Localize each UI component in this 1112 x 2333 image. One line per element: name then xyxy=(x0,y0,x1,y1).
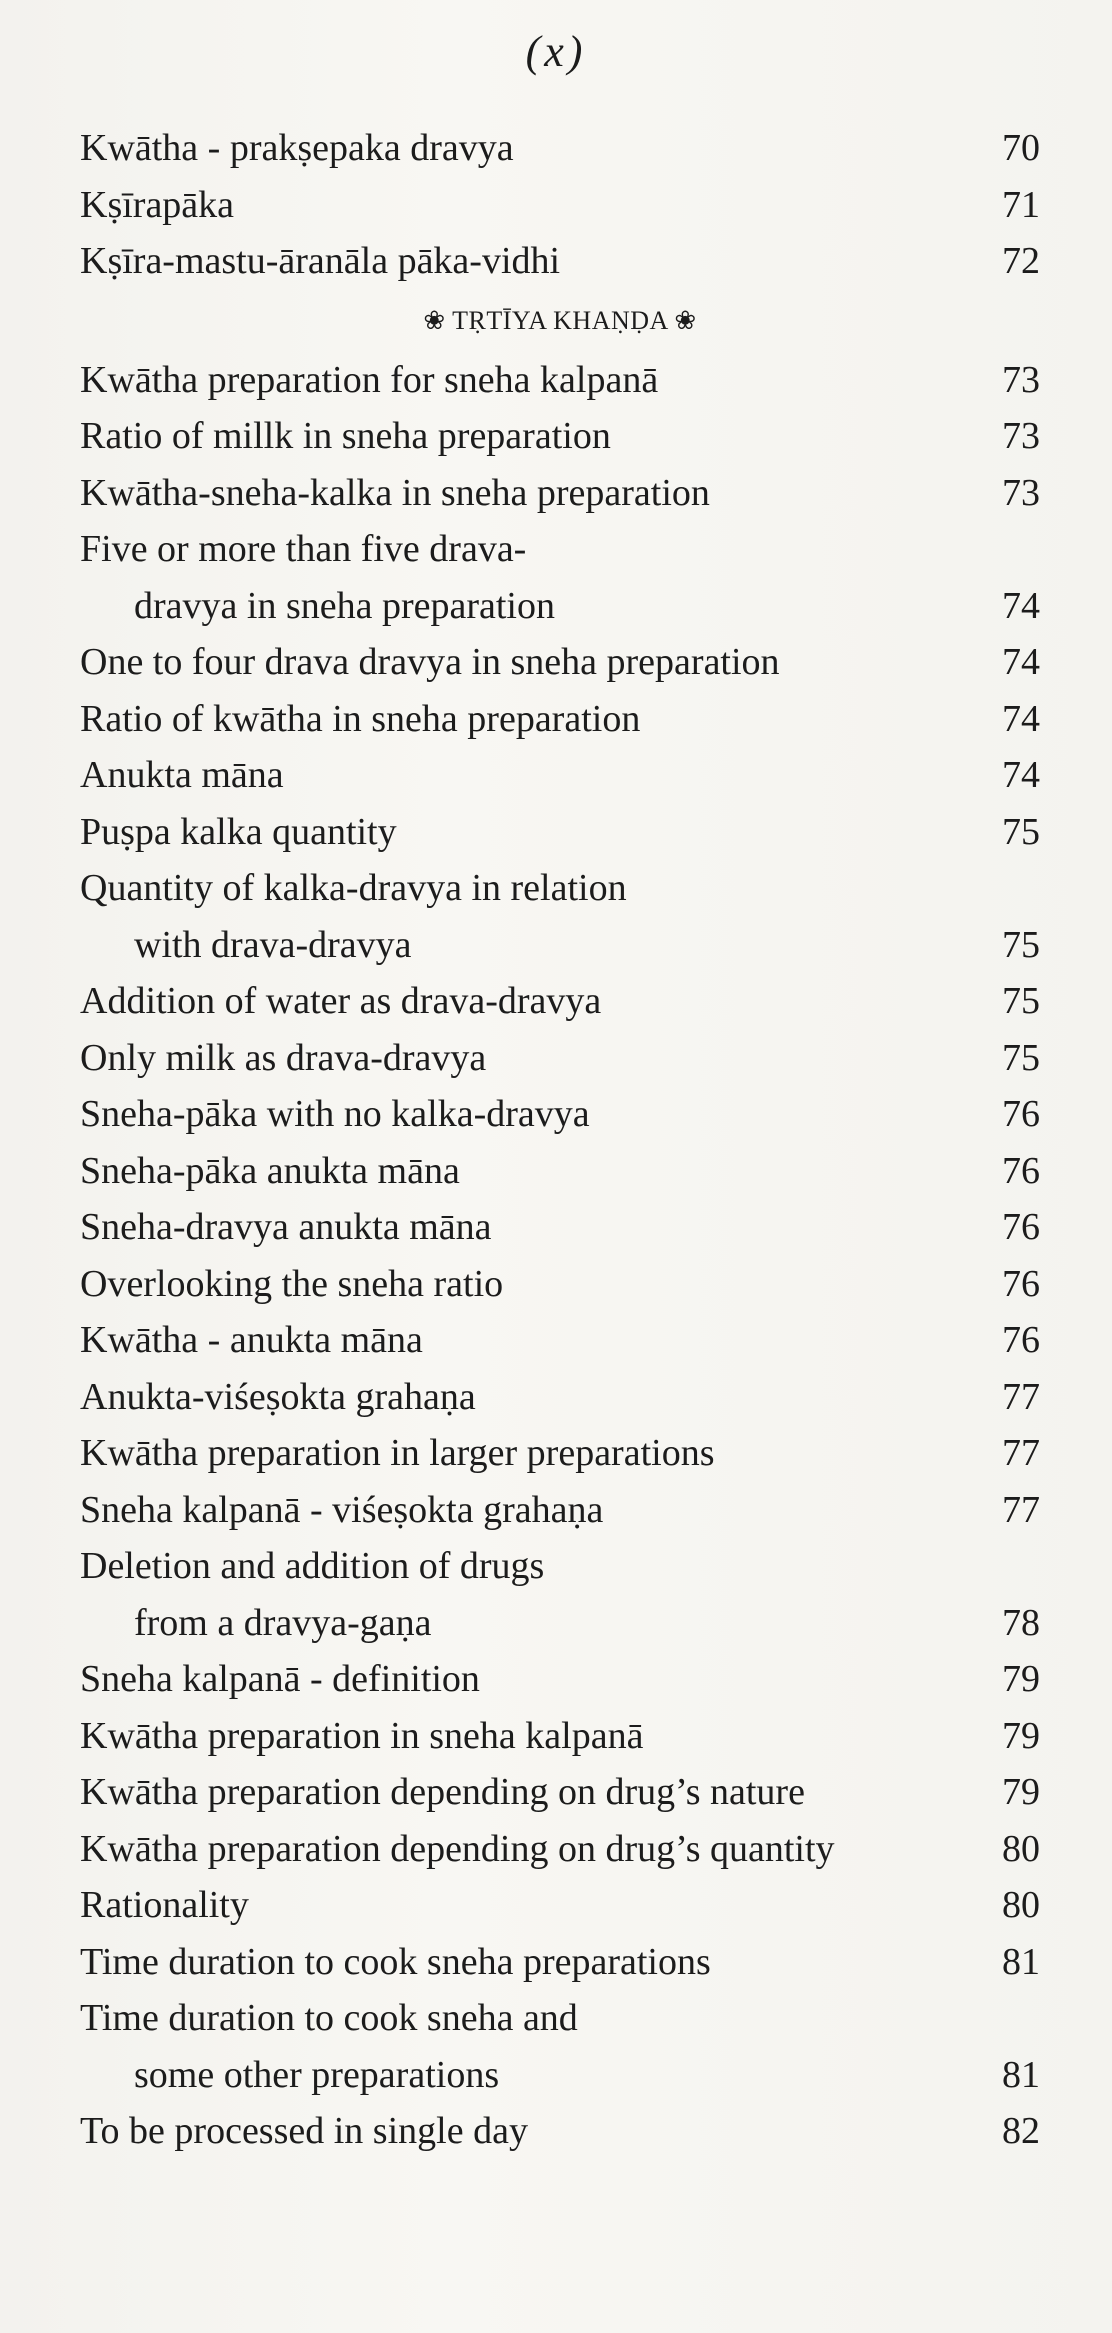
toc-entry xyxy=(80,177,1040,234)
toc-entry-page: 75 xyxy=(1002,810,1040,853)
toc-entry-title: Sneha kalpanā - viśeṣokta grahaṇa xyxy=(80,1488,604,1531)
toc-entry-title: Kwātha-sneha-kalka in sneha preparation xyxy=(80,471,710,514)
toc-entry-page: 80 xyxy=(1002,1827,1040,1870)
toc-entry-title: Kwātha preparation for sneha kalpanā xyxy=(80,358,659,401)
toc-entry-page: 76 xyxy=(1002,1206,1040,1248)
toc-entry-page: 76 xyxy=(1002,1319,1040,1361)
toc-entry-title: Five or more than five drava- xyxy=(80,528,527,570)
toc-entry xyxy=(80,1369,1040,1426)
toc-entry xyxy=(80,2103,1040,2160)
toc-entry xyxy=(80,1990,1040,2047)
section-heading-text: TṚTĪYA KHAṆḌA xyxy=(452,305,668,335)
toc-entry-page: 73 xyxy=(1002,471,1040,514)
toc-entry-page: 70 xyxy=(1002,127,1040,169)
toc-entry xyxy=(80,1934,1040,1991)
toc-entry-title: Puṣpa kalka quantity xyxy=(80,810,397,853)
toc-entry xyxy=(80,1256,1040,1313)
toc-entry-page: 74 xyxy=(1002,697,1040,740)
toc-entry xyxy=(80,408,1040,465)
toc-entry-page: 73 xyxy=(1002,358,1040,401)
toc-entry xyxy=(80,1877,1040,1934)
toc-entry-page: 77 xyxy=(1002,1432,1040,1474)
toc-entry xyxy=(80,1482,1040,1539)
toc-entry-title: Rationality xyxy=(80,1884,249,1926)
toc-entry-title: from a dravya-gaṇa xyxy=(134,1601,432,1644)
toc-entry-title: One to four drava dravya in sneha preparation xyxy=(80,641,780,683)
toc-entry-page: 81 xyxy=(1002,1940,1040,1983)
toc-entry xyxy=(80,120,1040,177)
toc-entry-title: Kwātha preparation depending on drug’s nature xyxy=(80,1771,805,1813)
toc-entry-title: with drava-dravya xyxy=(134,923,412,966)
toc-entry-title: Anukta māna xyxy=(80,754,284,796)
toc-entry xyxy=(80,1708,1040,1765)
toc-entry xyxy=(80,1821,1040,1878)
toc-entry-title: Addition of water as drava-dravya xyxy=(80,980,602,1022)
toc-entry-page: 75 xyxy=(1002,1036,1040,1079)
toc-entry-page: 76 xyxy=(1002,1149,1040,1192)
toc-entry-page: 76 xyxy=(1002,1262,1040,1305)
toc-entry-page: 79 xyxy=(1002,1714,1040,1757)
toc-entry-title: some other preparations xyxy=(134,2053,500,2096)
toc-entry-title: Sneha kalpanā - definition xyxy=(80,1658,480,1700)
toc-entry xyxy=(80,691,1040,748)
toc-entry xyxy=(80,973,1040,1030)
toc-entry xyxy=(80,1595,1040,1652)
toc-entry-page: 71 xyxy=(1002,183,1040,226)
toc-entry xyxy=(80,578,1040,635)
toc-entry xyxy=(80,747,1040,804)
toc-entry xyxy=(80,1425,1040,1482)
toc-entry-title: Overlooking the sneha ratio xyxy=(80,1262,504,1305)
toc-entry-title: Only milk as drava-dravya xyxy=(80,1036,487,1079)
toc-entry-page: 73 xyxy=(1002,415,1040,457)
toc-entry-page: 79 xyxy=(1002,1771,1040,1813)
table-of-contents xyxy=(80,120,1040,2160)
toc-entry-title: Kwātha preparation in sneha kalpanā xyxy=(80,1714,644,1757)
toc-entry-page: 74 xyxy=(1002,641,1040,683)
toc-entry-title: Time duration to cook sneha and xyxy=(80,1997,578,2039)
toc-entry xyxy=(80,465,1040,522)
toc-entry-title: Kṣīrapāka xyxy=(80,183,235,226)
toc-entry xyxy=(80,521,1040,578)
toc-entry xyxy=(80,352,1040,409)
toc-entry xyxy=(80,1538,1040,1595)
toc-entry xyxy=(80,634,1040,691)
toc-entry-page: 72 xyxy=(1002,240,1040,282)
toc-entry-page: 79 xyxy=(1002,1658,1040,1700)
toc-entry-title: To be processed in single day xyxy=(80,2110,528,2152)
toc-entry-page: 80 xyxy=(1002,1884,1040,1926)
toc-entry xyxy=(80,233,1040,290)
toc-entry-page: 74 xyxy=(1002,584,1040,627)
toc-entry xyxy=(80,1764,1040,1821)
toc-entry-title: Ratio of kwātha in sneha preparation xyxy=(80,697,641,740)
toc-entry-page: 75 xyxy=(1002,923,1040,966)
toc-entry xyxy=(80,1030,1040,1087)
toc-entry-page: 76 xyxy=(1002,1093,1040,1135)
toc-entry-title: Sneha-dravya anukta māna xyxy=(80,1206,492,1248)
toc-entry-title: Kwātha - anukta māna xyxy=(80,1319,423,1361)
page-folio: (x) xyxy=(525,27,587,76)
toc-entry-title: Kwātha preparation depending on drug’s quantity xyxy=(80,1827,835,1870)
toc-entry-title: Kwātha - prakṣepaka dravya xyxy=(80,127,514,169)
toc-entry xyxy=(80,1651,1040,1708)
toc-entry-page: 77 xyxy=(1002,1488,1040,1531)
toc-entry-page: 74 xyxy=(1002,754,1040,796)
toc-entry xyxy=(80,804,1040,861)
toc-entry xyxy=(80,860,1040,917)
toc-list-top xyxy=(80,120,1040,290)
toc-entry-title: Sneha-pāka with no kalka-dravya xyxy=(80,1093,590,1135)
toc-list-main xyxy=(80,352,1040,2160)
toc-entry-title: dravya in sneha preparation xyxy=(134,584,555,627)
toc-entry-title: Kwātha preparation in larger preparations xyxy=(80,1432,715,1474)
toc-entry-page: 82 xyxy=(1002,2110,1040,2152)
toc-entry-page: 78 xyxy=(1002,1601,1040,1644)
toc-entry-page: 77 xyxy=(1002,1375,1040,1418)
section-heading xyxy=(80,290,1040,352)
toc-entry-title: Sneha-pāka anukta māna xyxy=(80,1149,460,1192)
toc-entry xyxy=(80,2047,1040,2104)
toc-entry xyxy=(80,1086,1040,1143)
toc-entry-title: Deletion and addition of drugs xyxy=(80,1545,545,1587)
toc-entry xyxy=(80,1143,1040,1200)
toc-entry xyxy=(80,1199,1040,1256)
toc-entry-page: 81 xyxy=(1002,2053,1040,2096)
toc-entry-title: Quantity of kalka-dravya in relation xyxy=(80,867,627,909)
toc-entry xyxy=(80,1312,1040,1369)
toc-entry-title: Anukta-viśeṣokta grahaṇa xyxy=(80,1375,476,1418)
ornament-left-icon: ❀ xyxy=(423,305,446,335)
ornament-right-icon: ❀ xyxy=(674,305,697,335)
toc-entry-title: Ratio of millk in sneha preparation xyxy=(80,415,611,457)
toc-entry-page: 75 xyxy=(1002,980,1040,1022)
toc-entry-title: Kṣīra-mastu-āranāla pāka-vidhi xyxy=(80,240,561,282)
toc-entry xyxy=(80,917,1040,974)
toc-entry-title: Time duration to cook sneha preparations xyxy=(80,1940,711,1983)
